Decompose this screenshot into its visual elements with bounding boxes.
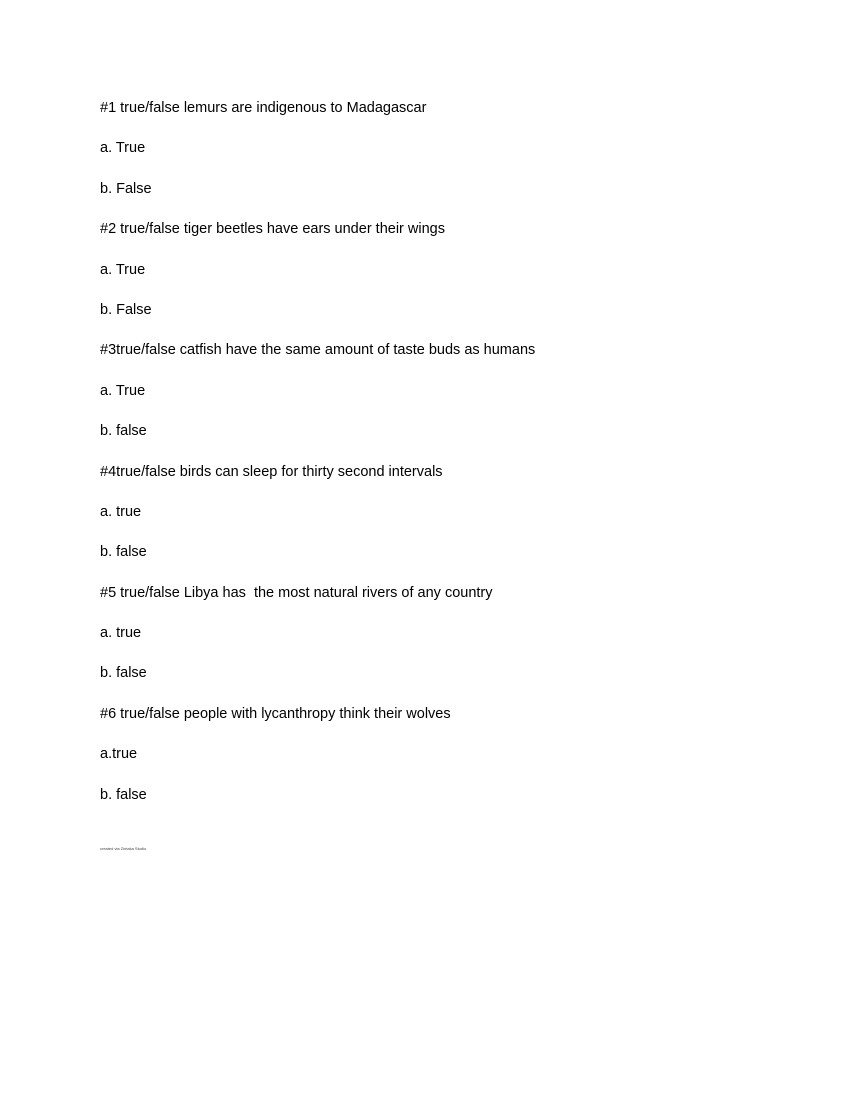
question-3-prompt: #3true/false catfish have the same amount of taste buds as humans (100, 342, 536, 359)
question-2-prompt: #2 true/false tiger beetles have ears under their wings (100, 221, 445, 238)
question-1-option-a: a. True (100, 140, 146, 157)
question-1-option-b: b. False (100, 180, 152, 197)
question-6-option-a: a.true (100, 746, 138, 763)
question-5-option-a: a. true (100, 625, 142, 642)
question-3-option-b: b. false (100, 423, 147, 440)
question-3-option-a: a. True (100, 382, 146, 399)
question-1-prompt: #1 true/false lemurs are indigenous to Madagascar (100, 100, 427, 116)
question-5-option-b: b. false (100, 665, 147, 682)
question-4-option-b: b. false (100, 544, 147, 561)
question-2-option-b: b. False (100, 301, 152, 318)
question-2-option-a: a. True (100, 261, 146, 278)
question-6-option-b: b. false (100, 786, 147, 803)
question-4-option-a: a. true (100, 503, 142, 520)
question-6-prompt: #6 true/false people with lycanthropy think their wolves (100, 705, 451, 722)
quiz-content (100, 98, 760, 825)
question-5-prompt: #5 true/false Libya has the most natural rivers of any country (100, 584, 493, 601)
question-4-prompt: #4true/false birds can sleep for thirty second intervals (100, 463, 443, 480)
footer-note: created via Zintaka Studio (100, 846, 147, 851)
